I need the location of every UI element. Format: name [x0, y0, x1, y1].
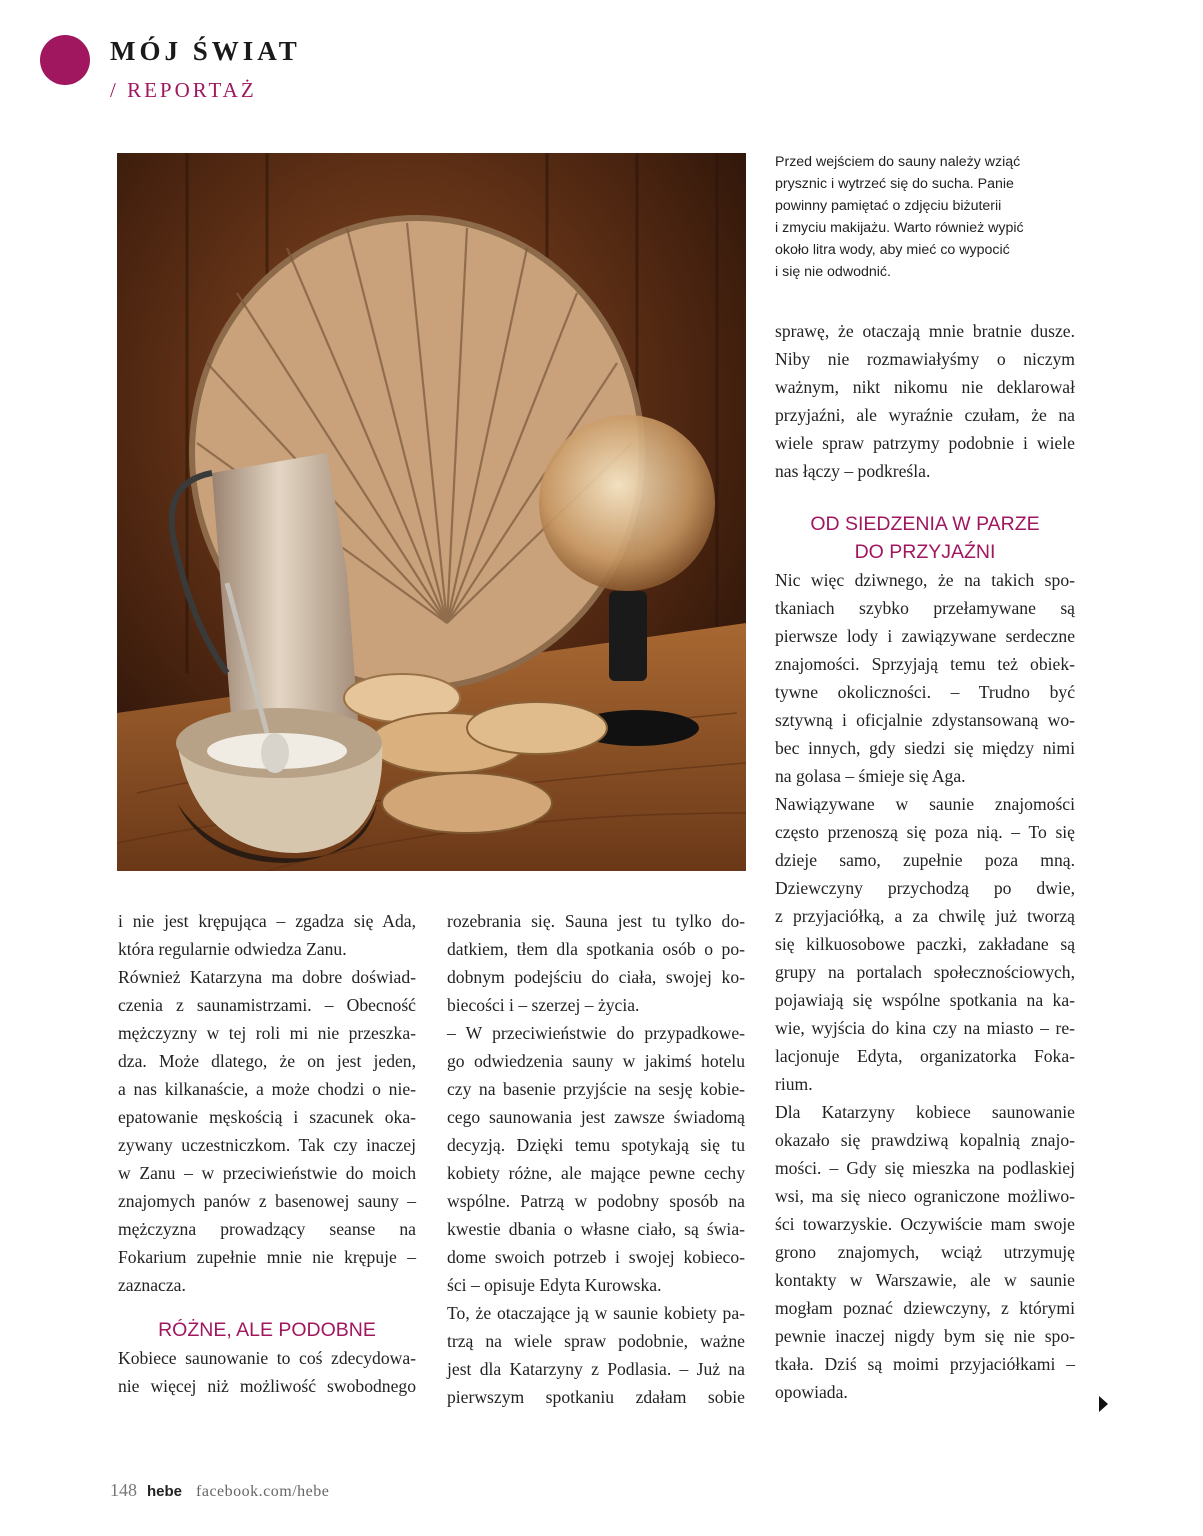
- text-line: często przenoszą się poza nią. – To się: [775, 822, 1075, 842]
- section-marker-dot: [40, 35, 90, 85]
- text-line: zywany uczestniczkom. Tak czy inaczej: [118, 1135, 416, 1155]
- text-line: Kobiece saunowanie to coś zdecydowa-: [118, 1348, 416, 1368]
- text-line: nie więcej niż możliwość swobodnego: [118, 1376, 416, 1396]
- text-line: Fokarium zupełnie mnie nie krępuje –: [118, 1247, 416, 1267]
- text-line: opowiada.: [775, 1382, 848, 1402]
- text-line: Również Katarzyna ma dobre doświad-: [118, 967, 416, 987]
- text-line: Dla Katarzyny kobiece saunowanie: [775, 1102, 1075, 1122]
- text-line: sprawę, że otaczają mnie bratnie dusze.: [775, 321, 1075, 341]
- text-line: tywne okoliczności. – Trudno być: [775, 682, 1075, 702]
- text-line: jest dla Katarzyny z Podlasia. – Już na: [447, 1359, 745, 1379]
- text-line: pierwszym spotkaniu zdałam sobie: [447, 1387, 745, 1407]
- text-line: – W przeciwieństwie do przypadkowe-: [447, 1023, 745, 1043]
- article-column-2: [447, 907, 745, 1411]
- text-line: dza. Może dlatego, że on jest jeden,: [118, 1051, 416, 1071]
- text-line: decyzją. Dzięki temu spotykają się tu: [447, 1135, 745, 1155]
- text-line: mogłam poznać dziewczyny, z którymi: [775, 1298, 1075, 1318]
- text-line: To, że otaczające ją w saunie kobiety pa-: [447, 1303, 745, 1323]
- text-line: znajomości. Sprzyjają temu też obiek-: [775, 654, 1075, 674]
- caption-line: i się nie odwodnić.: [775, 264, 891, 280]
- text-line: kwestie dbania o własne ciało, są świa-: [447, 1219, 745, 1239]
- caption-line: prysznic i wytrzeć się do sucha. Panie: [775, 176, 1014, 192]
- subheading-line-1: OD SIEDZENIA W PARZE: [810, 513, 1040, 535]
- text-line: wsi, ma się nieco ograniczone możliwo-: [775, 1186, 1075, 1206]
- next-page-arrow-icon[interactable]: [1099, 1396, 1108, 1412]
- text-line: trzą na wiele spraw podobnie, ważne: [447, 1331, 745, 1351]
- text-line: z przyjaciółką, a za chwilę już tworzą: [775, 906, 1075, 926]
- subheading-line-2: DO PRZYJAŹNI: [854, 541, 996, 563]
- article-column-3: [775, 317, 1075, 1406]
- text-line: ści – opisuje Edyta Kurowska.: [447, 1275, 662, 1295]
- text-line: biecości i – szerzej – życia.: [447, 995, 640, 1015]
- text-line: epatowanie męskością i szacunek oka-: [118, 1107, 416, 1127]
- magazine-brand: hebe: [147, 1483, 183, 1500]
- text-line: grono znajomych, wciąż utrzymuję: [775, 1242, 1075, 1262]
- text-line: zaznacza.: [118, 1275, 186, 1295]
- text-line: tkała. Dziś są moimi przyjaciółkami –: [775, 1354, 1075, 1374]
- text-line: się kilkuosobowe paczki, zakładane są: [775, 934, 1075, 954]
- text-line: na golasa – śmieje się Aga.: [775, 766, 966, 786]
- text-line: bec innych, gdy siedzi się między nimi: [775, 738, 1075, 758]
- text-line: Dziewczyny przychodzą po dwie,: [775, 878, 1075, 898]
- section-title: MÓJ ŚWIAT: [110, 36, 301, 66]
- text-line: Niby nie rozmawiałyśmy o niczym: [775, 349, 1075, 369]
- text-line: grupy na portalach społecznościowych,: [775, 962, 1075, 982]
- sauna-still-life-photo: [117, 153, 746, 871]
- caption-line: powinny pamiętać o zdjęciu biżuterii: [775, 198, 1002, 214]
- text-line: ważnym, nikt nikomu nie deklarował: [775, 377, 1075, 397]
- subheading: RÓŻNE, ALE PODOBNE: [158, 1319, 376, 1341]
- text-line: dome swoich potrzeb i swojej kobieco-: [447, 1247, 745, 1267]
- text-line: okazało się prawdziwą kopalnią znajo-: [775, 1130, 1075, 1150]
- text-line: rozebrania się. Sauna jest tu tylko do-: [447, 911, 745, 931]
- text-line: kontakty w Warszawie, ale w saunie: [775, 1270, 1075, 1290]
- text-line: czy na basenie przyjście na sesję kobie-: [447, 1079, 745, 1099]
- text-line: która regularnie odwiedza Zanu.: [118, 939, 347, 959]
- text-line: tkaniach szybko przełamywane są: [775, 598, 1075, 618]
- caption-line: i zmyciu makijażu. Warto również wypić: [775, 220, 1024, 236]
- article-column-1: [118, 907, 416, 1400]
- section-subtitle: / REPORTAŻ: [110, 78, 257, 102]
- text-line: wiele spraw patrzymy podobnie i wiele: [775, 433, 1075, 453]
- text-line: mężczyzny w tej roli mi nie przeszka-: [118, 1023, 416, 1043]
- text-line: mości. – Gdy się mieszka na podlaskiej: [775, 1158, 1075, 1178]
- page-number: 148: [110, 1480, 137, 1500]
- text-line: cego saunowania jest zawsze świadomą: [447, 1107, 745, 1127]
- text-line: wie, wyjścia do kina czy na miasto – re-: [775, 1018, 1075, 1038]
- text-line: Nawiązywane w saunie znajomości: [775, 794, 1075, 814]
- text-line: Nic więc dziwnego, że na takich spo-: [775, 570, 1075, 590]
- text-line: ści towarzyskie. Oczywiście mam swoje: [775, 1214, 1075, 1234]
- text-line: a nas kilkanaście, a może chodzi o nie-: [118, 1079, 416, 1099]
- text-line: pojawiają się wspólne spotkania na ka-: [775, 990, 1075, 1010]
- text-line: go odwiedzenia sauny w jakimś hotelu: [447, 1051, 745, 1071]
- text-line: pewnie inaczej nigdy bym się nie spo-: [775, 1326, 1075, 1346]
- text-line: lacjonuje Edyta, organizatorka Foka-: [775, 1046, 1075, 1066]
- text-line: rium.: [775, 1074, 813, 1094]
- text-line: pierwsze lody i zawiązywane serdeczne: [775, 626, 1075, 646]
- text-line: dzieje samo, zupełnie poza mną.: [775, 850, 1075, 870]
- text-line: sztywną i oficjalnie zdystansowaną wo-: [775, 710, 1075, 730]
- facebook-link[interactable]: facebook.com/hebe: [196, 1483, 330, 1500]
- caption-line: Przed wejściem do sauny należy wziąć: [775, 154, 1021, 170]
- text-line: wspólne. Patrzą w podobny sposób na: [447, 1191, 745, 1211]
- text-line: i nie jest krępująca – zgadza się Ada,: [118, 911, 416, 931]
- text-line: znajomych panów z basenowej sauny –: [118, 1191, 416, 1211]
- text-line: przyjaźni, ale wyraźnie czułam, że na: [775, 405, 1075, 425]
- photo-caption: [775, 151, 1075, 283]
- text-line: w Zanu – w przeciwieństwie do moich: [118, 1163, 416, 1183]
- page-footer: [110, 1480, 329, 1501]
- text-line: kobiety różne, ale mające pewne cechy: [447, 1163, 745, 1183]
- text-line: nas łączy – podkreśla.: [775, 461, 931, 481]
- text-line: mężczyzna prowadzący seanse na: [118, 1219, 416, 1239]
- text-line: czenia z saunamistrzami. – Obecność: [118, 995, 416, 1015]
- caption-line: około litra wody, aby mieć co wypocić: [775, 242, 1010, 258]
- text-line: dobnym podejściu do ciała, swojej ko-: [447, 967, 745, 987]
- text-line: datkiem, tłem dla spotkania osób o po-: [447, 939, 745, 959]
